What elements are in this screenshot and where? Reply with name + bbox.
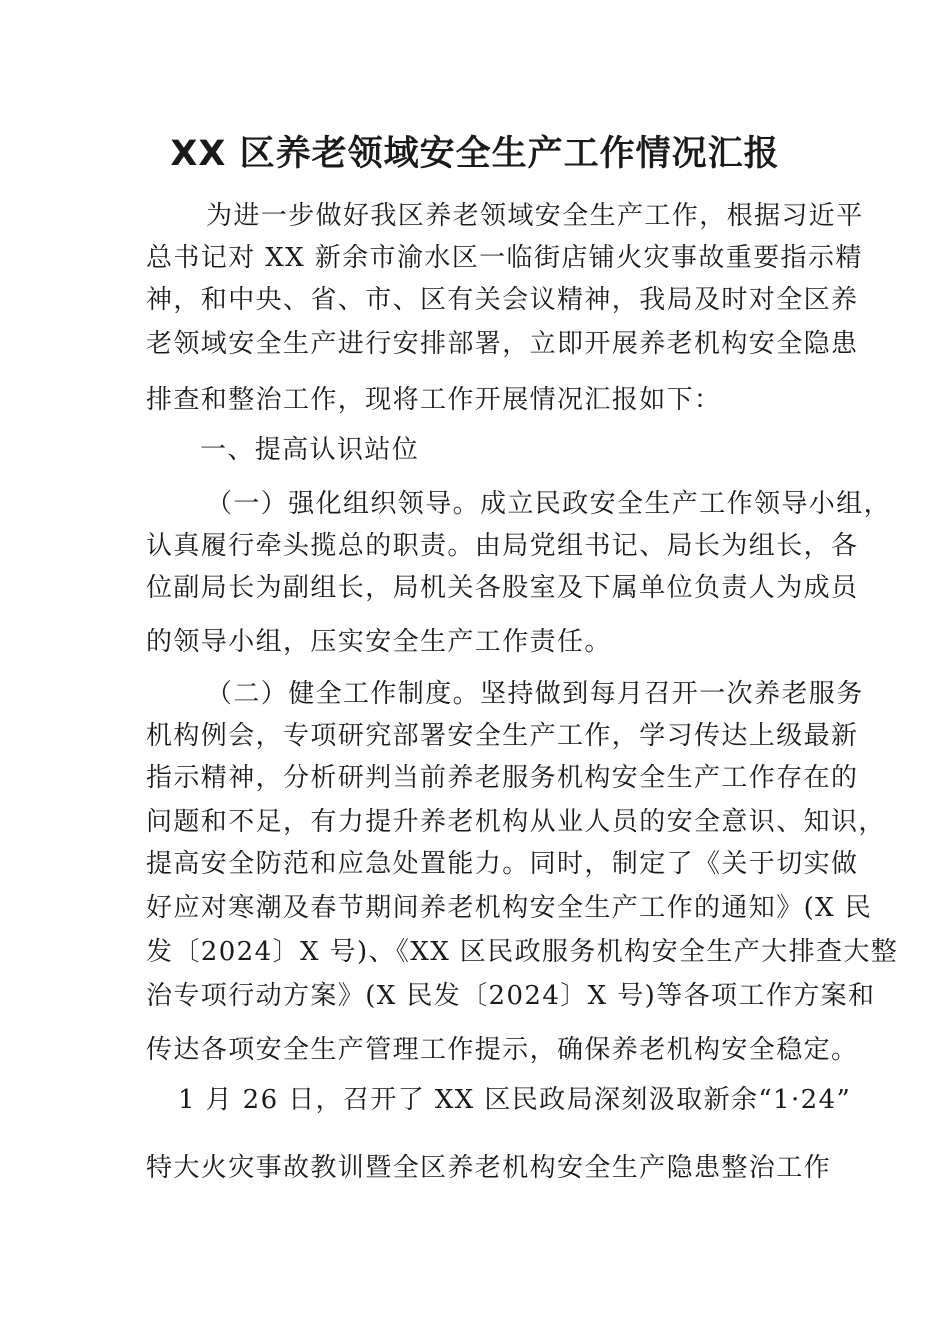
paragraph-line: 治专项行动方案》(X 民发〔2024〕X 号)等各项工作方案和 (146, 981, 876, 1011)
paragraph-line: 老领域安全生产进行安排部署，立即开展养老机构安全隐患 (146, 329, 859, 359)
paragraph-line: （一）强化组织领导。成立民政安全生产工作领导小组， (206, 489, 892, 519)
paragraph-line: 传达各项安全生产管理工作提示，确保养老机构安全稳定。 (146, 1035, 859, 1065)
paragraph-line: （二）健全工作制度。坚持做到每月召开一次养老服务 (206, 679, 864, 709)
paragraph-line: 1 月 26 日，召开了 XX 区民政局深刻汲取新余“1·24” (178, 1085, 852, 1115)
paragraph-line: 位副局长为副组长，局机关各股室及下属单位负责人为成员 (146, 573, 859, 603)
paragraph-line: 排查和整治工作，现将工作开展情况汇报如下： (146, 385, 722, 415)
paragraph-line: 的领导小组，压实安全生产工作责任。 (146, 627, 612, 657)
paragraph-line: 发〔2024〕X 号)、《XX 区民政服务机构安全生产大排查大整 (146, 937, 899, 967)
paragraph-line: 好应对寒潮及春节期间养老机构安全生产工作的通知》(X 民 (146, 893, 873, 923)
document-title: XX 区养老领域安全生产工作情况汇报 (170, 134, 780, 174)
paragraph-line: 特大火灾事故教训暨全区养老机构安全生产隐患整治工作 (146, 1153, 832, 1183)
paragraph-line: 指示精神，分析研判当前养老服务机构安全生产工作存在的 (146, 763, 859, 793)
paragraph-line: 认真履行牵头揽总的职责。由局党组书记、局长为组长，各 (146, 531, 859, 561)
paragraph-line: 机构例会，专项研究部署安全生产工作，学习传达上级最新 (146, 721, 859, 751)
paragraph-line: 提高安全防范和应急处置能力。同时，制定了《关于切实做 (146, 849, 859, 879)
paragraph-line: 为进一步做好我区养老领域安全生产工作，根据习近平 (206, 201, 864, 231)
paragraph-line: 问题和不足，有力提升养老机构从业人员的安全意识、知识， (146, 807, 886, 837)
paragraph-line: 神，和中央、省、市、区有关会议精神，我局及时对全区养 (146, 285, 859, 315)
section-heading: 一、提高认识站位 (200, 435, 420, 465)
paragraph-line: 总书记对 XX 新余市渝水区一临街店铺火灾事故重要指示精 (146, 243, 863, 273)
